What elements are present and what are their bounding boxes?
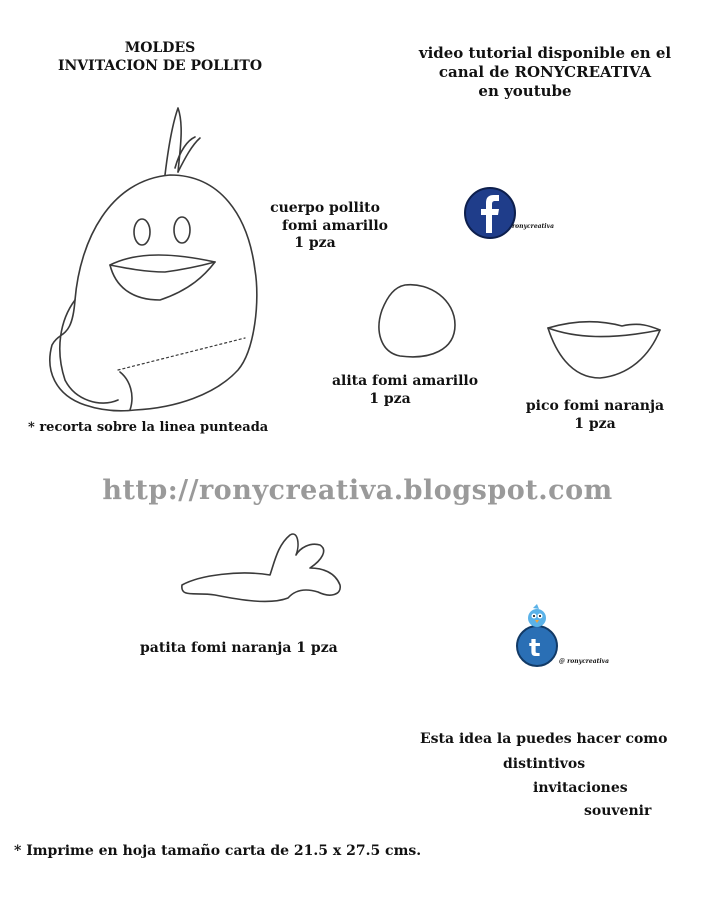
beak-label-line-1: pico fomi naranja: [525, 398, 665, 414]
idea-line-3: invitaciones: [533, 780, 628, 796]
tutorial-line-3: en youtube: [478, 81, 572, 100]
idea-line-4: souvenir: [584, 803, 652, 819]
title-line-1: MOLDES: [124, 40, 196, 56]
svg-text:t: t: [529, 634, 541, 662]
facebook-handle: ronycreativa: [512, 223, 554, 230]
print-note: * Imprime en hoja tamaño carta de 21.5 x 27.5 cms.: [14, 843, 422, 859]
body-label: [255, 200, 395, 253]
body-label-line-1: cuerpo pollito: [270, 200, 380, 216]
beak-template: [548, 322, 660, 378]
body-label-line-2: fomi amarillo: [282, 217, 388, 234]
body-label-qty: 1 pza: [294, 235, 336, 251]
wing-label-line-1: alita fomi amarillo: [331, 373, 479, 389]
title-line-2: INVITACION DE POLLITO: [57, 57, 263, 74]
idea-line-2: distintivos: [503, 756, 586, 772]
tutorial-line-2: canal de RONYCREATIVA: [438, 62, 652, 81]
foot-template: [182, 534, 340, 601]
wing-label: [315, 373, 495, 408]
blog-url: http://ronycreativa.blogspot.com: [102, 475, 613, 506]
beak-label-qty: 1 pza: [574, 415, 616, 432]
foot-label: patita fomi naranja 1 pza: [140, 640, 338, 656]
wing-label-qty: 1 pza: [369, 390, 411, 407]
tutorial-line-1: video tutorial disponible en el: [418, 44, 672, 62]
facebook-icon: [462, 185, 572, 245]
facebook-badge: [462, 185, 572, 245]
idea-line-1: Esta idea la puedes hacer como: [420, 731, 668, 747]
cut-note: * recorta sobre la linea punteada: [28, 420, 269, 435]
wing-template: [379, 285, 455, 357]
twitter-handle: @ ronycreativa: [559, 658, 610, 665]
beak-label: [510, 398, 680, 433]
twitter-badge: [515, 604, 625, 674]
